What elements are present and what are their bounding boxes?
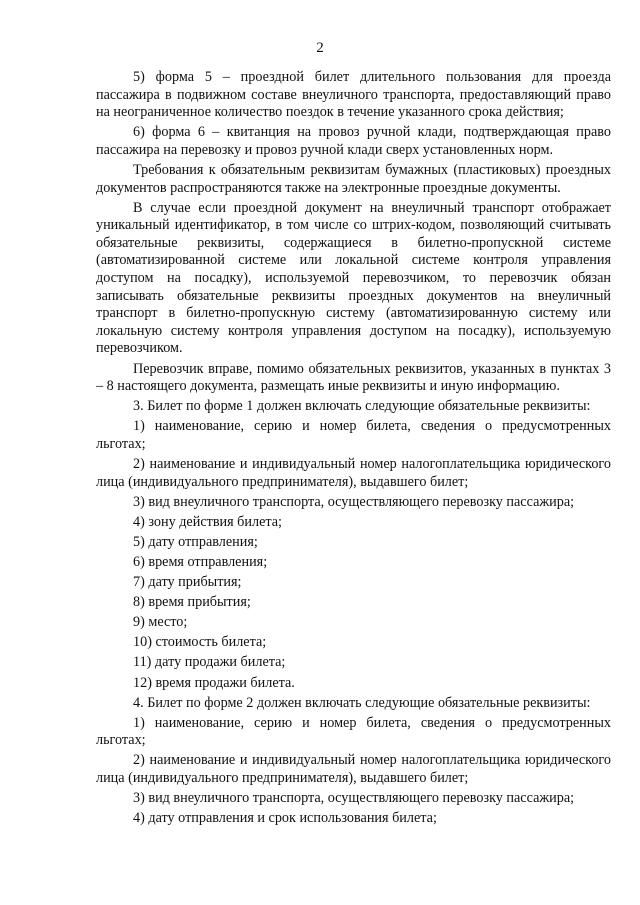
list-item: 11) дату продажи билета;	[133, 654, 286, 671]
document-body	[96, 69, 611, 828]
paragraph-form-6: 6) форма 6 – квитанция на провоз ручной клади, подтверждающая право пассажира на перевозку и провоз ручной клади сверх установленных норм.	[96, 124, 611, 158]
list-item: 2) наименование и индивидуальный номер налогоплательщика юридического лица (индивидуального предпринимателя), выдавшего билет;	[96, 455, 611, 490]
paragraph-form-5: 5) форма 5 – проездной билет длительного пользования для проезда пассажира в подвижном составе внеуличного транспорта, предоставляющий право на неограниченное количество поездок в течение указанного срока действия;	[96, 69, 611, 121]
list-item: 4) зону действия билета;	[133, 513, 282, 530]
page-number: 2	[316, 40, 324, 56]
paragraph-requirements-electronic: Требования к обязательным реквизитам бумажных (пластиковых) проездных документов распространяются также на электронные проездные документы.	[96, 161, 611, 196]
list-item: 9) место;	[133, 614, 188, 631]
paragraph-unique-identifier: В случае если проездной документ на внеуличный транспорт отображает уникальный идентификатор, в том числе со штрих-кодом, позволяющий считывать обязательные реквизиты, содержащиеся в билетно-пропускной системе (автоматизированной системе или локальной системе контроля управления доступом на посадку), используемой перевозчиком, то перевозчик обязан записывать обязательные реквизиты проездных документов на внеуличный транспорт в билетно-пропускную систему (автоматизированную систему или локальную систему контроля управления доступом на посадку), используемую перевозчиком.	[96, 199, 611, 357]
list-item: 12) время продажи билета.	[133, 674, 295, 691]
list-item: 5) дату отправления;	[133, 533, 258, 550]
paragraph-section-3-heading: 3. Билет по форме 1 должен включать следующие обязательные реквизиты:	[133, 398, 591, 415]
list-item: 2) наименование и индивидуальный номер налогоплательщика юридического лица (индивидуального предпринимателя), выдавшего билет;	[96, 752, 611, 786]
list-item: 7) дату прибытия;	[133, 574, 242, 591]
list-item: 3) вид внеуличного транспорта, осуществляющего перевозку пассажира;	[133, 493, 575, 510]
list-item: 8) время прибытия;	[133, 594, 251, 611]
list-item: 4) дату отправления и срок использования билета;	[133, 810, 437, 827]
list-item: 1) наименование, серию и номер билета, сведения о предусмотренных льготах;	[96, 418, 611, 452]
paragraph-carrier-right: Перевозчик вправе, помимо обязательных реквизитов, указанных в пунктах 3 – 8 настоящего документа, размещать иные реквизиты и иную информацию.	[96, 360, 611, 395]
list-item: 1) наименование, серию и номер билета, сведения о предусмотренных льготах;	[96, 714, 611, 749]
list-item: 6) время отправления;	[133, 553, 268, 570]
list-item: 3) вид внеуличного транспорта, осуществляющего перевозку пассажира;	[133, 790, 575, 807]
list-item: 10) стоимость билета;	[133, 634, 267, 651]
paragraph-section-4-heading: 4. Билет по форме 2 должен включать следующие обязательные реквизиты:	[133, 694, 591, 711]
